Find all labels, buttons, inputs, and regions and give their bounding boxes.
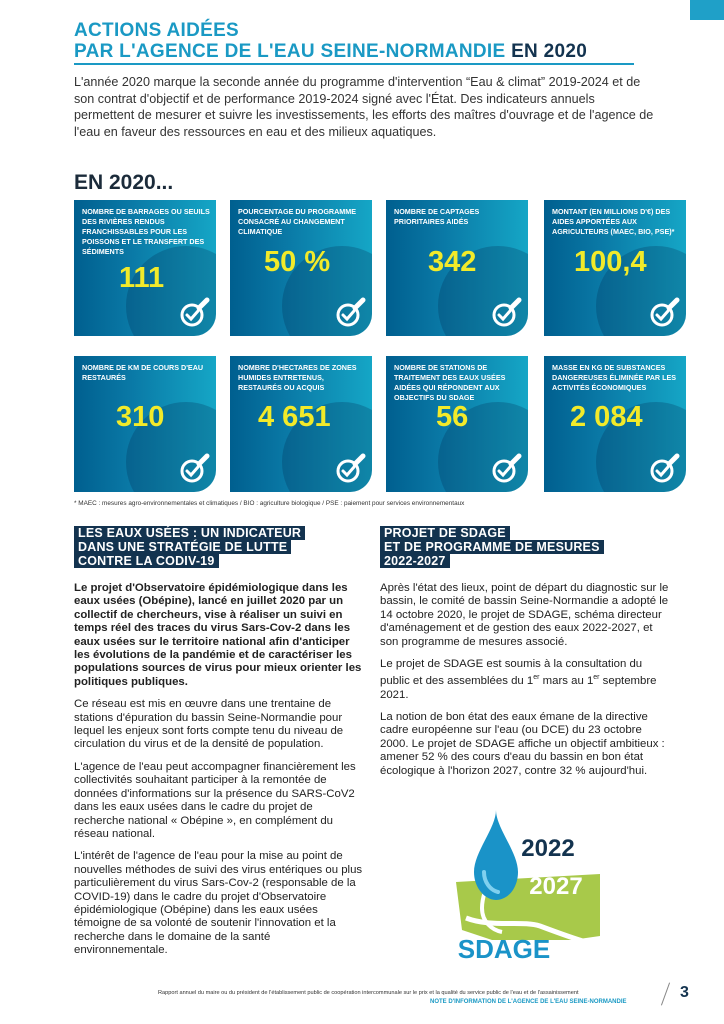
paragraph: L'agence de l'eau peut accompagner financièrement les collectivités souhaitant participer à la remontée de données d'informations sur la présence du SARS-CoV2 dans les eaux usées dans le cadre du projet de recherche national « Obépine », en complément du réseau national. xyxy=(74,760,356,840)
title-underline xyxy=(74,63,634,65)
indicator-value: 4 651 xyxy=(258,401,331,433)
indicator-card xyxy=(230,200,372,336)
check-magnifier-icon xyxy=(178,296,212,330)
check-magnifier-icon xyxy=(648,452,682,486)
indicator-label: POURCENTAGE DU PROGRAMME CONSACRÉ AU CHANGEMENT CLIMATIQUE xyxy=(238,207,357,236)
check-magnifier-icon xyxy=(178,452,212,486)
indicator-card xyxy=(74,200,216,336)
title-line-1: ACTIONS AIDÉES xyxy=(74,20,240,41)
footnote: * MAEC : mesures agro-environnementales et climatiques / BIO : agriculture biologique / PSE : paiement pour services environnementaux xyxy=(74,500,465,507)
indicator-label: MONTANT (EN MILLIONS D'€) DES AIDES APPORTÉES AUX AGRICULTEURS (MAEC, BIO, PSE)* xyxy=(552,207,675,236)
indicator-value: 100,4 xyxy=(574,246,647,278)
paragraph: Le projet d'Observatoire épidémiologique dans les eaux usées (Obépine), lancé en juillet 2020 par un collectif de chercheurs, vise à réaliser un suivi en temps réel des traces du virus Sars-Cov-2 dans les eaux usées sur le territoire national afin d'anticiper les évolutions de la pandémie et de caractériser les populations sources de virus pour mieux orienter les politiques publiques. xyxy=(74,582,362,688)
logo-name: SDAGE xyxy=(457,934,551,964)
indicator-value: 2 084 xyxy=(570,401,643,433)
heading-line: DANS UNE STRATÉGIE DE LUTTE xyxy=(74,540,291,554)
right-section-body xyxy=(380,582,670,787)
indicator-label: NOMBRE DE CAPTAGES PRIORITAIRES AIDÉS xyxy=(394,207,480,226)
check-magnifier-icon xyxy=(648,296,682,330)
indicator-card xyxy=(544,200,686,336)
check-magnifier-icon xyxy=(334,452,368,486)
corner-tab xyxy=(690,0,724,20)
indicator-value: 56 xyxy=(436,401,469,433)
left-section-body xyxy=(74,582,364,967)
intro-paragraph: L'année 2020 marque la seconde année du programme d'intervention “Eau & climat” 2019-2024 et de son contrat d'objectif et de performance 2019-2024 signé avec l'État. Des indicateurs annuels permettent de mesurer et suivre les investissements, les efforts des maîtres d'ouvrage et de l'agence de l'eau en faveur des ressources en eau et des milieux aquatiques. xyxy=(74,75,654,139)
check-magnifier-icon xyxy=(490,296,524,330)
footer-line-1: Rapport annuel du maire ou du président de l'établissement public de coopération intercommunale sur le prix et la qualité du service public de l'eau et de l'assainissement xyxy=(158,990,579,996)
indicator-card xyxy=(230,356,372,492)
left-section-heading xyxy=(74,526,305,568)
indicator-label: NOMBRE DE BARRAGES OU SEUILS DES RIVIÈRES RENDUS FRANCHISSABLES POUR LES POISSONS ET LE TRANSFERT DES SÉDIMENTS xyxy=(82,207,210,256)
indicator-value: 342 xyxy=(428,246,477,278)
heading-line: 2022-2027 xyxy=(380,554,450,568)
indicator-card xyxy=(386,200,528,336)
logo-year-2: 2027 xyxy=(529,873,583,900)
heading-line: PROJET DE SDAGE xyxy=(380,526,510,540)
heading-line: CONTRE LA CODIV-19 xyxy=(74,554,219,568)
logo-year-1: 2022 xyxy=(521,835,575,862)
footer-line-2: NOTE D'INFORMATION DE L'AGENCE DE L'EAU SEINE-NORMANDIE xyxy=(430,999,627,1005)
paragraph: La notion de bon état des eaux émane de la directive cadre européenne sur l'eau (ou DCE) du 23 octobre 2000. Le projet de SDAGE affiche un objectif ambitieux : amener 52 % des cours d'eau du bassin en bon état écologique à l'horizon 2027, contre 32 % aujourd'hui. xyxy=(380,711,665,777)
sdage-logo xyxy=(452,808,602,964)
right-section-heading xyxy=(380,526,604,568)
indicator-label: NOMBRE D'HECTARES DE ZONES HUMIDES ENTRETENUS, RESTAURÉS OU ACQUIS xyxy=(238,363,357,392)
indicator-label: NOMBRE DE STATIONS DE TRAITEMENT DES EAUX USÉES AIDÉES QUI RÉPONDENT AUX OBJECTIFS DU SDAGE xyxy=(394,363,506,402)
indicator-label: MASSE EN KG DE SUBSTANCES DANGEREUSES ÉLIMINÉE PAR LES ACTIVITÉS ÉCONOMIQUES xyxy=(552,363,677,392)
paragraph: L'intérêt de l'agence de l'eau pour la mise au point de nouvelles méthodes de suivi des virus entériques ou plus particulièrement du virus Sars-Cov-2 (responsable de la COVID-19) dans le cadre du projet d'Observatoire épidémiologique (Obépine) dans les eaux usées témoigne de sa volonté de soutenir l'innovation et la recherche dans le domaine de la santé environnementale. xyxy=(74,850,363,957)
paragraph: Après l'état des lieux, point de départ du diagnostic sur le bassin, le comité de bassin Seine-Normandie a adopté le 14 octobre 2020, le projet de SDAGE, schéma directeur d'aménagement et de gestion des eaux 2022-2027, et son programme de mesures associé. xyxy=(380,582,669,648)
indicator-value: 310 xyxy=(116,401,165,433)
paragraph: Le projet de SDAGE est soumis à la consultation du public et des assemblées du 1er mars au 1er septembre 2021. xyxy=(380,658,657,701)
paragraph: Ce réseau est mis en œuvre dans une trentaine de stations d'épuration du bassin Seine-Normandie pour lequel les enjeux sont forts compte tenu du niveau de circulation du virus et de la densité de population. xyxy=(74,698,344,751)
title-year: EN 2020 xyxy=(505,41,588,62)
indicator-card xyxy=(386,356,528,492)
heading-line: ET DE PROGRAMME DE MESURES xyxy=(380,540,604,554)
indicator-value: 111 xyxy=(119,262,165,294)
check-magnifier-icon xyxy=(490,452,524,486)
footer-divider xyxy=(661,983,670,1006)
indicator-value: 50 % xyxy=(264,246,331,278)
page-number: 3 xyxy=(680,984,689,1001)
indicator-card xyxy=(544,356,686,492)
page-title xyxy=(74,20,587,62)
indicator-card xyxy=(74,356,216,492)
year-heading: EN 2020... xyxy=(74,171,174,194)
check-magnifier-icon xyxy=(334,296,368,330)
title-line-2: PAR L'AGENCE DE L'EAU SEINE-NORMANDIE xyxy=(74,41,506,62)
heading-line: LES EAUX USÉES : UN INDICATEUR xyxy=(74,526,305,540)
indicator-label: NOMBRE DE KM DE COURS D'EAU RESTAURÉS xyxy=(82,363,204,382)
